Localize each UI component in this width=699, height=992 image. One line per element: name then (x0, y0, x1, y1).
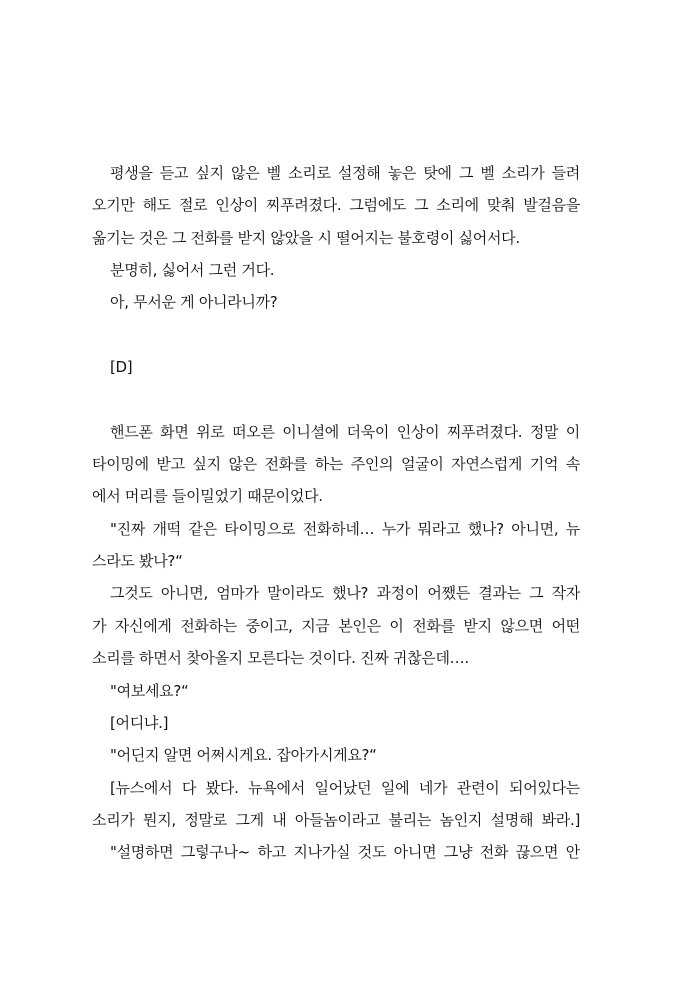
text-line: 분명히, 싫어서 그런 거다. (110, 261, 275, 280)
text-line: [어디냐.] (110, 713, 169, 732)
text-line: [D] (110, 358, 133, 377)
text-line: 평생을 듣고 싶지 않은 벨 소리로 설정해 놓은 탓에 그 벨 소리가 들려 (110, 164, 580, 182)
text-line: 아, 무서운 게 아니라니까? (110, 293, 278, 312)
text-line: 그것도 아니면, 엄마가 말이라도 했나? 과정이 어쨌든 결과는 그 작자 (110, 584, 580, 603)
body-text (92, 157, 580, 869)
text-line: 타이밍에 받고 싶지 않은 전화를 하는 주인의 얼굴이 자연스럽게 기억 속 (92, 455, 580, 474)
text-line: 소리를 하면서 찾아올지 모른다는 것이다. 진짜 귀찮은데…. (92, 649, 469, 668)
text-line: "여보세요?“ (110, 681, 189, 700)
text-line: 소리가 뭔지, 정말로 그게 내 아들놈이라고 불리는 놈인지 설명해 봐라.] (92, 810, 580, 829)
text-line: "어딘지 알면 어쩌시게요. 잡아가시게요?“ (110, 746, 377, 765)
text-line: 스라도 봤나?“ (92, 552, 183, 571)
text-line: [뉴스에서 다 봤다. 뉴욕에서 일어났던 일에 네가 관련이 되어있다는 (110, 778, 580, 797)
blank-line (92, 383, 580, 415)
blank-line (92, 319, 580, 351)
text-line: 가 자신에게 전화하는 중이고, 지금 본인은 이 전화를 받지 않으면 어떤 (92, 616, 580, 635)
text-line: "진짜 개떡 같은 타이밍으로 전화하네… 누가 뭐라고 했나? 아니면, 뉴 (110, 519, 580, 538)
text-line: 오기만 해도 절로 인상이 찌푸려졌다. 그럼에도 그 소리에 맞춰 발걸음을 (92, 196, 580, 215)
text-line: 핸드폰 화면 위로 떠오른 이니셜에 더욱이 인상이 찌푸려졌다. 정말 이 (110, 422, 580, 441)
text-line: 에서 머리를 들이밀었기 때문이었다. (92, 487, 323, 506)
text-line: 옮기는 것은 그 전화를 받지 않았을 시 떨어지는 불호령이 싫어서다. (92, 228, 520, 247)
text-line: "설명하면 그렇구나~ 하고 지나가실 것도 아니면 그냥 전화 끊으면 안 (110, 843, 580, 862)
